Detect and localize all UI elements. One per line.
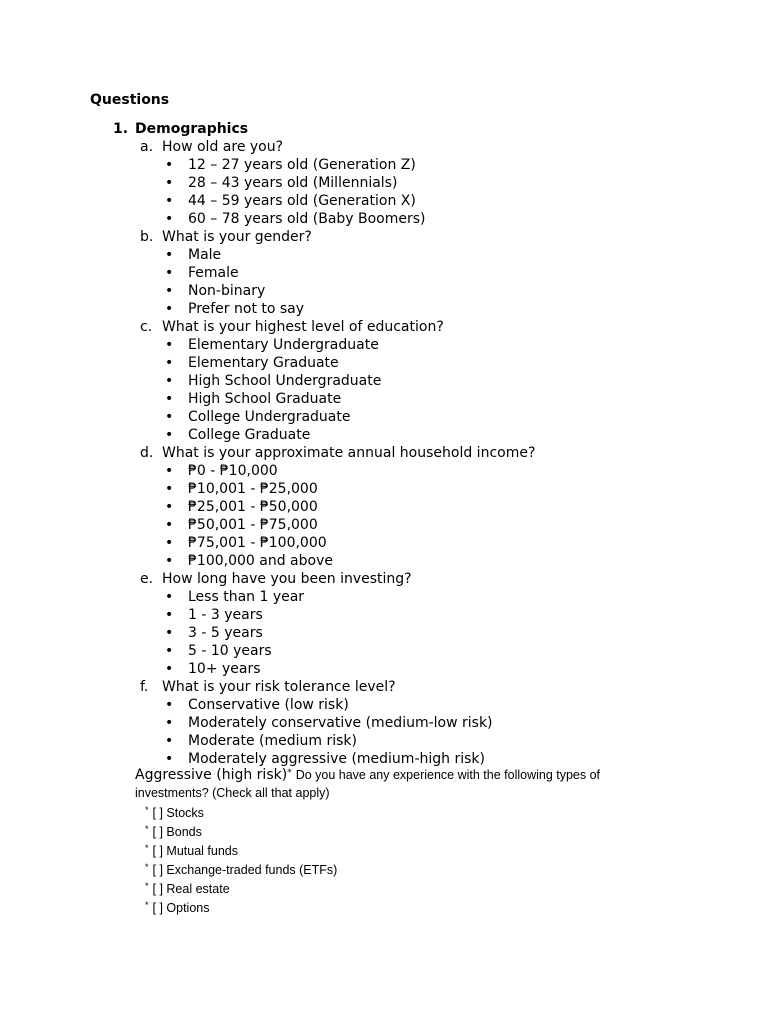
- option-item: [113, 624, 263, 642]
- bullet-icon: •: [165, 697, 174, 713]
- option-item: [113, 408, 351, 426]
- bullet-icon: •: [165, 211, 174, 227]
- question-row: [113, 444, 536, 462]
- option-text: Female: [188, 265, 239, 281]
- bullet-icon: •: [165, 553, 174, 569]
- bullet-icon: •: [165, 373, 174, 389]
- option-item: [113, 210, 426, 228]
- question-letter: e.: [140, 571, 154, 587]
- option-item: [113, 732, 357, 750]
- option-item: [113, 534, 327, 552]
- option-item: [113, 516, 318, 534]
- question-text: What is your approximate annual household income?: [162, 445, 536, 461]
- option-text: Moderate (medium risk): [188, 733, 357, 749]
- star-marker: *: [145, 900, 149, 910]
- question-letter: d.: [140, 445, 154, 461]
- question-text: How long have you been investing?: [162, 571, 412, 587]
- option-item: [113, 246, 248, 264]
- bullet-icon: •: [165, 481, 174, 497]
- option-text: Non-binary: [188, 283, 266, 299]
- option-text: 5 - 10 years: [188, 643, 272, 659]
- option-item: [113, 462, 278, 480]
- option-item: [113, 192, 416, 210]
- investment-option: [145, 877, 337, 896]
- question-text: How old are you?: [162, 139, 284, 155]
- bullet-icon: •: [165, 193, 174, 209]
- option-text: Elementary Graduate: [188, 355, 339, 371]
- option-text: 44 – 59 years old (Generation X): [188, 193, 416, 209]
- option-text: High School Undergraduate: [188, 373, 382, 389]
- option-text: ₱10,001 - ₱25,000: [188, 481, 318, 497]
- option-text: ₱50,001 - ₱75,000: [188, 517, 318, 533]
- option-item: [113, 426, 311, 444]
- option-text: ₱0 - ₱10,000: [188, 463, 278, 479]
- bullet-icon: •: [165, 589, 174, 605]
- investment-option: [145, 801, 337, 820]
- question-row: [113, 228, 312, 246]
- section-title: [113, 120, 248, 138]
- bullet-icon: •: [165, 391, 174, 407]
- option-item: [113, 372, 382, 390]
- option-text: Prefer not to say: [188, 301, 305, 317]
- option-text: College Graduate: [188, 427, 311, 443]
- option-text: College Undergraduate: [188, 409, 351, 425]
- option-item: [113, 588, 305, 606]
- question-text: What is your risk tolerance level?: [162, 679, 396, 695]
- option-text: Moderately aggressive (medium-high risk): [188, 751, 485, 767]
- option-item: [113, 660, 261, 678]
- investment-options-list: [145, 801, 337, 915]
- investment-option: [145, 839, 337, 858]
- option-item: [113, 498, 318, 516]
- star-marker: *: [145, 824, 149, 834]
- option-item: [113, 606, 263, 624]
- question-letter: c.: [140, 319, 153, 335]
- option-text: High School Graduate: [188, 391, 342, 407]
- investment-option: [145, 858, 337, 877]
- option-text: 12 – 27 years old (Generation Z): [188, 157, 416, 173]
- trailing-paragraph: [135, 764, 635, 802]
- option-text: Male: [188, 247, 222, 263]
- investment-question-text: Do you have any experience with the following types of investments? (Check all that apply): [135, 768, 601, 800]
- bullet-icon: •: [165, 499, 174, 515]
- bullet-icon: •: [165, 301, 174, 317]
- section-title-text: Demographics: [135, 121, 249, 137]
- bullet-icon: •: [165, 283, 174, 299]
- bullet-icon: •: [165, 175, 174, 191]
- investment-option-text: [ ] Mutual funds: [152, 844, 238, 858]
- document-heading: Questions: [90, 92, 170, 108]
- option-item: [113, 642, 272, 660]
- investment-option-text: [ ] Options: [152, 901, 210, 915]
- bullet-icon: •: [165, 643, 174, 659]
- question-row: [113, 570, 412, 588]
- bullet-icon: •: [165, 661, 174, 677]
- bullet-icon: •: [165, 517, 174, 533]
- option-item: [113, 480, 318, 498]
- star-marker: *: [145, 805, 149, 815]
- question-row: [113, 678, 396, 696]
- bullet-icon: •: [165, 427, 174, 443]
- bullet-icon: •: [165, 733, 174, 749]
- option-text: 1 - 3 years: [188, 607, 263, 623]
- bullet-icon: •: [165, 751, 174, 767]
- demographics-section: [113, 120, 536, 768]
- question-text: What is your highest level of education?: [162, 319, 444, 335]
- option-item: [113, 552, 333, 570]
- question-letter: a.: [140, 139, 154, 155]
- bullet-icon: •: [165, 265, 174, 281]
- investment-option: [145, 896, 337, 915]
- bullet-icon: •: [165, 355, 174, 371]
- option-item: [113, 300, 305, 318]
- bullet-icon: •: [165, 607, 174, 623]
- option-item: [113, 696, 349, 714]
- option-text: 28 – 43 years old (Millennials): [188, 175, 398, 191]
- question-letter: b.: [140, 229, 154, 245]
- option-text: ₱25,001 - ₱50,000: [188, 499, 318, 515]
- bullet-icon: •: [165, 157, 174, 173]
- option-item: [113, 336, 379, 354]
- question-letter: f.: [140, 679, 149, 695]
- investment-option-text: [ ] Exchange-traded funds (ETFs): [152, 863, 338, 877]
- bullet-icon: •: [165, 535, 174, 551]
- investment-option-text: [ ] Stocks: [152, 806, 204, 820]
- option-text: 60 – 78 years old (Baby Boomers): [188, 211, 426, 227]
- option-text: Elementary Undergraduate: [188, 337, 379, 353]
- option-item: [113, 174, 398, 192]
- option-text: ₱100,000 and above: [188, 553, 333, 569]
- bullet-icon: •: [165, 409, 174, 425]
- option-item: [113, 714, 493, 732]
- question-row: [113, 318, 444, 336]
- option-text: Conservative (low risk): [188, 697, 349, 713]
- option-text: 10+ years: [188, 661, 261, 677]
- bullet-icon: •: [165, 247, 174, 263]
- investment-option-text: [ ] Bonds: [152, 825, 202, 839]
- option-text: ₱75,001 - ₱100,000: [188, 535, 327, 551]
- star-marker: *: [145, 862, 149, 872]
- bullet-icon: •: [165, 337, 174, 353]
- option-item: [113, 354, 339, 372]
- bullet-icon: •: [165, 625, 174, 641]
- star-marker: *: [287, 768, 292, 778]
- star-marker: *: [145, 881, 149, 891]
- option-item: [113, 390, 342, 408]
- investment-option-text: [ ] Real estate: [152, 882, 230, 896]
- option-text: Less than 1 year: [188, 589, 305, 605]
- question-row: [113, 138, 284, 156]
- option-text: 3 - 5 years: [188, 625, 263, 641]
- aggressive-option-text: Aggressive (high risk): [135, 767, 288, 783]
- section-number: 1.: [113, 121, 129, 137]
- option-item: [113, 156, 416, 174]
- bullet-icon: •: [165, 715, 174, 731]
- option-item: [113, 264, 248, 282]
- star-marker: *: [145, 843, 149, 853]
- bullet-icon: •: [165, 463, 174, 479]
- option-text: Moderately conservative (medium-low risk): [188, 715, 493, 731]
- investment-option: [145, 820, 337, 839]
- question-list: [113, 138, 536, 768]
- option-item: [113, 282, 266, 300]
- question-text: What is your gender?: [162, 229, 312, 245]
